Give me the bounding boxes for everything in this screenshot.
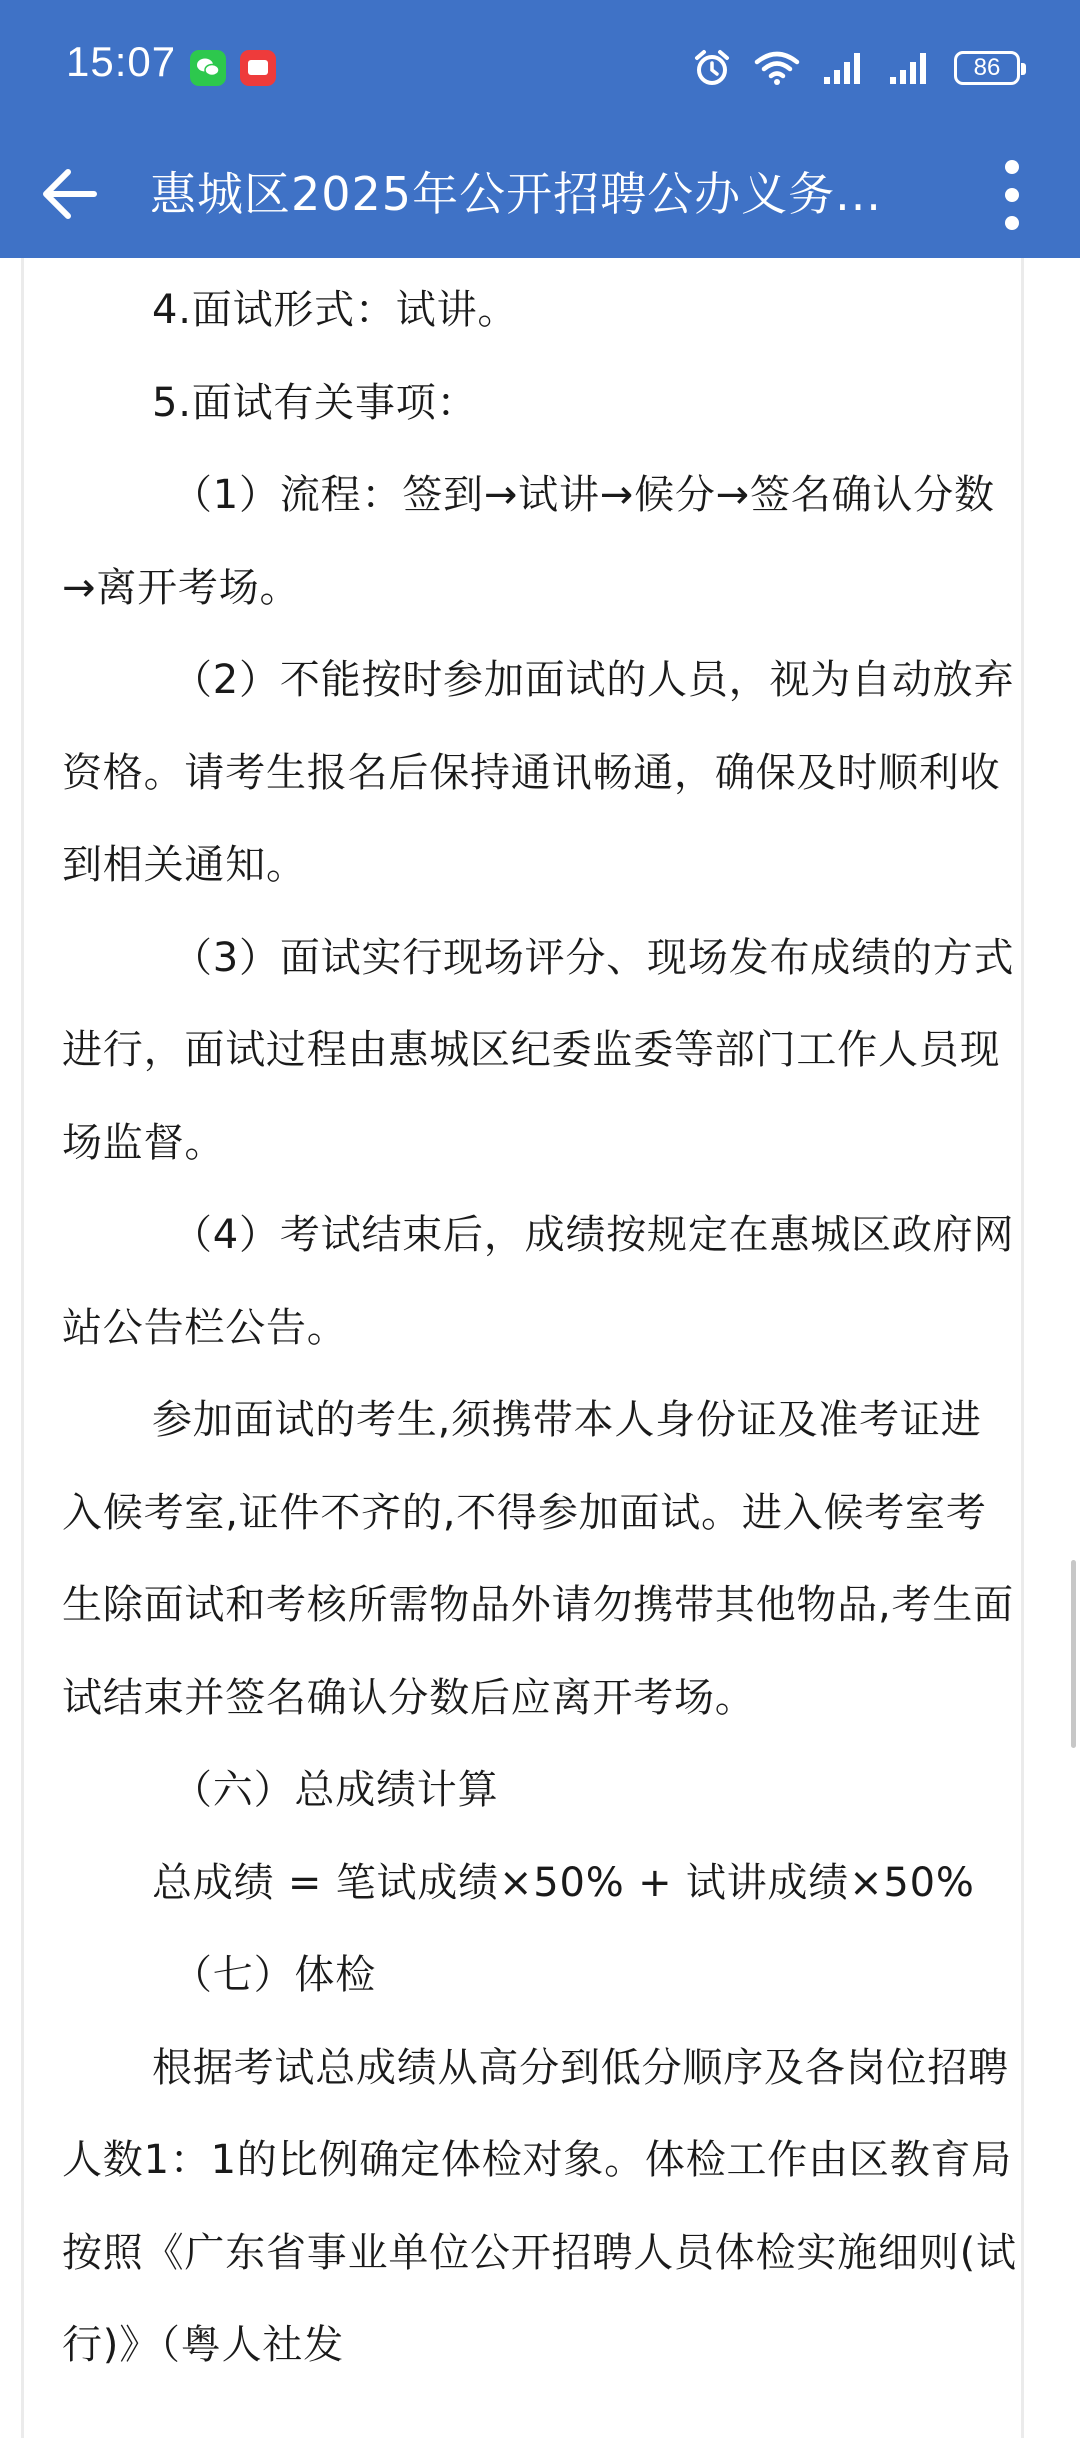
formula-line: 总成绩 = 笔试成绩×50% + 试讲成绩×50% (152, 1859, 975, 1906)
section-heading: （六）总成绩计算 (172, 1767, 499, 1813)
red-app-icon (240, 50, 276, 86)
signal-icon (822, 51, 866, 85)
page-title: 惠城区2025年公开招聘公办义务... (150, 167, 882, 221)
article-paragraph: （3）面试实行现场评分、现场发布成绩的方式进行，面试过程由惠城区纪委监委等部门工作人员现场监督。 (62, 934, 1015, 1166)
status-bar (0, 0, 1080, 136)
alarm-icon (692, 48, 732, 88)
toolbar (0, 136, 1080, 258)
app-header (0, 0, 1080, 258)
status-indicators (692, 44, 1020, 92)
article-body[interactable] (62, 264, 1022, 2392)
battery-indicator: 86 (954, 51, 1020, 85)
article-paragraph: 参加面试的考生,须携带本人身份证及准考证进入候考室,证件不齐的,不得参加面试。进入候考室考生除面试和考核所需物品外请勿携带其他物品,考生面试结束并签名确认分数后应离开考场。 (62, 1397, 1014, 1721)
wifi-icon (754, 50, 800, 86)
back-button[interactable] (30, 154, 110, 234)
section-heading: （七）体检 (172, 1952, 376, 1998)
more-options-button[interactable] (990, 150, 1034, 240)
scrollbar[interactable] (1071, 1560, 1076, 1748)
article-paragraph: 5.面试有关事项： (152, 379, 478, 426)
more-vertical-icon (1005, 160, 1019, 174)
article-paragraph: （1）流程：签到→试讲→候分→签名确认分数→离开考场。 (62, 472, 995, 611)
arrow-left-icon (42, 168, 98, 220)
signal-icon (888, 51, 932, 85)
article-paragraph: （2）不能按时参加面试的人员，视为自动放弃资格。请考生报名后保持通讯畅通，确保及时顺利收到相关通知。 (62, 657, 1015, 888)
article-paragraph: （4）考试结束后，成绩按规定在惠城区政府网站公告栏公告。 (62, 1212, 1015, 1351)
article-paragraph: 4.面试形式：试讲。 (152, 287, 519, 333)
article-paragraph: 根据考试总成绩从高分到低分顺序及各岗位招聘人数1：1的比例确定体检对象。体检工作由区教育局按照《广东省事业单位公开招聘人员体检实施细则(试行)》（粤人社发 (62, 2044, 1017, 2368)
wechat-icon (190, 50, 226, 86)
status-time: 15:07 (66, 38, 177, 85)
